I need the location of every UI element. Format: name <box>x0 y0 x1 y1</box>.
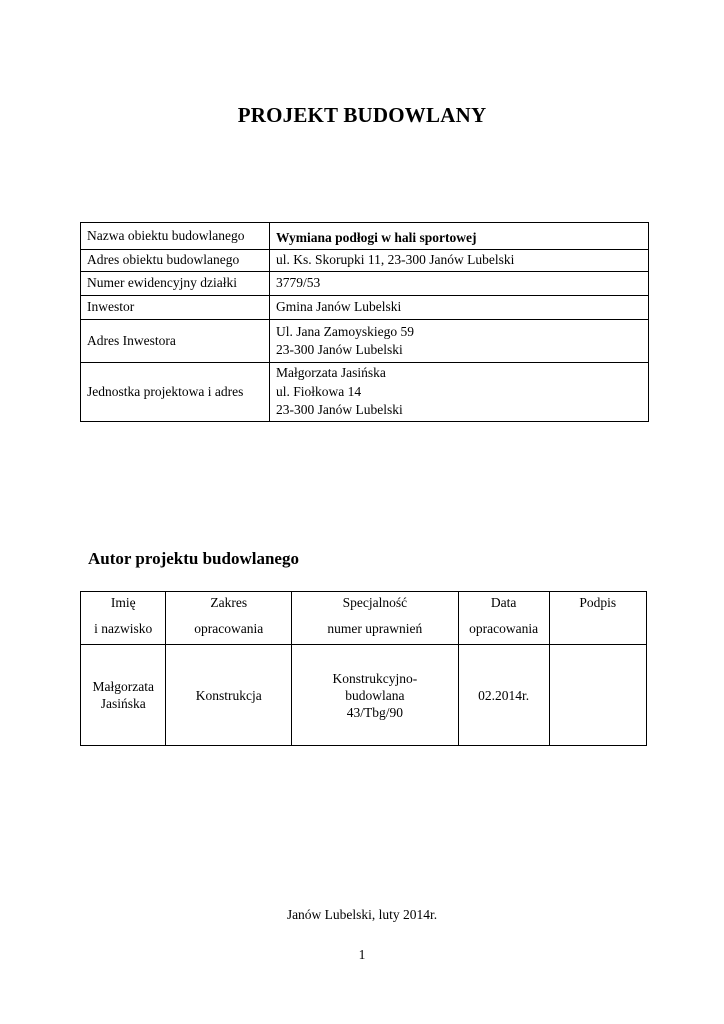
project-info-table <box>80 222 649 422</box>
info-value <box>270 320 649 363</box>
table-row <box>81 223 649 250</box>
header-cell-signature <box>549 592 646 645</box>
info-value: Gmina Janów Lubelski <box>270 296 649 320</box>
author-table <box>80 591 647 746</box>
header-line: i nazwisko <box>94 621 153 636</box>
header-line: Specjalność <box>342 595 408 610</box>
header-line: Imię <box>110 595 136 610</box>
author-signature-cell <box>549 645 646 746</box>
header-line: opracowania <box>469 621 539 636</box>
info-label: Inwestor <box>81 296 270 320</box>
author-date-cell: 02.2014r. <box>458 645 549 746</box>
header-cell-scope <box>166 592 292 645</box>
info-value <box>270 363 649 422</box>
info-label: Nazwa obiektu budowlanego <box>81 223 270 250</box>
header-cell-date <box>458 592 549 645</box>
header-line: opracowania <box>194 621 264 636</box>
info-label: Jednostka projektowa i adres <box>81 363 270 422</box>
header-line: numer uprawnień <box>327 621 423 636</box>
author-specialty-cell <box>292 645 459 746</box>
author-name-cell <box>81 645 166 746</box>
header-line: Data <box>490 595 517 610</box>
info-value-line: ul. Fiołkowa 14 <box>276 383 362 399</box>
author-scope-cell: Konstrukcja <box>166 645 292 746</box>
table-row <box>81 320 649 363</box>
author-name-line: Małgorzata <box>92 679 154 694</box>
header-cell-name <box>81 592 166 645</box>
page-number: 1 <box>358 947 366 962</box>
table-row <box>81 363 649 422</box>
table-row <box>81 645 647 746</box>
info-value: 3779/53 <box>270 272 649 296</box>
info-label: Adres Inwestora <box>81 320 270 363</box>
specialty-line: 43/Tbg/90 <box>346 704 403 720</box>
header-line: Zakres <box>210 595 248 610</box>
info-value-line: Małgorzata Jasińska <box>276 365 386 381</box>
info-value-line: 23-300 Janów Lubelski <box>276 402 403 418</box>
table-row <box>81 250 649 272</box>
author-heading: Autor projektu budowlanego <box>88 549 299 568</box>
info-label: Numer ewidencyjny działki <box>81 272 270 296</box>
specialty-line: Konstrukcyjno- <box>332 670 418 686</box>
header-cell-specialty <box>292 592 459 645</box>
info-value-line: Ul. Jana Zamoyskiego 59 <box>276 323 414 339</box>
specialty-line: budowlana <box>345 687 405 703</box>
table-header-row <box>81 592 647 645</box>
place-date: Janów Lubelski, luty 2014r. <box>286 907 438 922</box>
info-label: Adres obiektu budowlanego <box>81 250 270 272</box>
page-title: PROJEKT BUDOWLANY <box>237 103 487 127</box>
info-value-line: 23-300 Janów Lubelski <box>276 342 403 357</box>
table-row <box>81 272 649 296</box>
header-line: Podpis <box>579 595 617 610</box>
table-row <box>81 296 649 320</box>
author-name-line: Jasińska <box>100 696 146 711</box>
info-value: Wymiana podłogi w hali sportowej <box>270 223 649 250</box>
info-value: ul. Ks. Skorupki 11, 23-300 Janów Lubelski <box>270 250 649 272</box>
